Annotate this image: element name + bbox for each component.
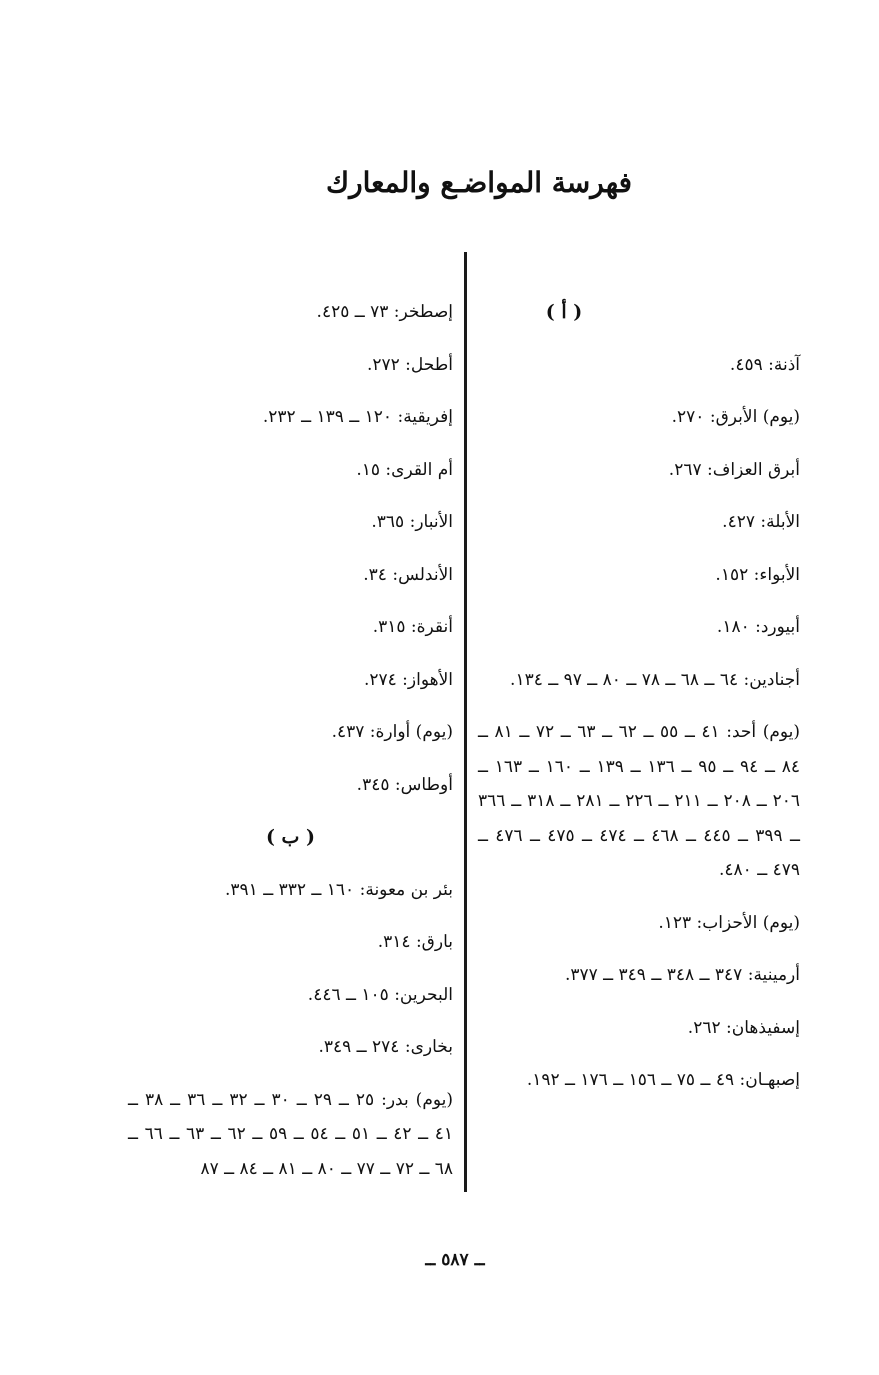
index-entry: بئر بن معونة: ١٦٠ ــ ٣٣٢ ــ ٣٩١. [225, 879, 453, 900]
index-entry: (يوم) الأحزاب: ١٢٣. [658, 912, 800, 933]
section-heading-ba: ( ب ) [265, 826, 316, 848]
index-entry: آذنة: ٤٥٩. [729, 354, 800, 375]
index-entry: الأبلة: ٤٢٧. [722, 512, 800, 532]
index-entry: إفريقية: ١٢٠ ــ ١٣٩ ــ ٢٣٢. [262, 407, 453, 427]
index-entry: إصطخر: ٧٣ ــ ٤٢٥. [316, 302, 453, 322]
index-entry: أطحل: ٢٧٢. [366, 354, 453, 375]
index-entry: أم القرى: ١٥. [356, 459, 453, 480]
index-entry: (يوم) أحد: ٤١ ــ ٥٥ ــ ٦٢ ــ ٦٣ ــ ٧٢ ــ ٨١ ــ ٨٤ ــ ٩٤ ــ ٩٥ ــ ١٣٦ ــ ١٣٩ ــ ١٦٠ ــ ١٦٣ ــ ٢٠٦ ــ ٢٠٨ ــ ٢١١ ــ ٢٢٦ ــ ٢٨١ ــ ٣١٨ ــ ٣٦٦ ــ ٣٩٩ ــ ٤٤٥ ــ ٤٦٨ ــ ٤٧٤ ــ ٤٧٥ ــ ٤٧٦ ــ ٤٧٩ ــ ٤٨٠. [478, 722, 800, 880]
index-entry: أجنادين: ٦٤ ــ ٦٨ ــ ٧٨ ــ ٨٠ ــ ٩٧ ــ ١٣٤. [510, 669, 800, 690]
index-entry: بارق: ٣١٤. [377, 932, 453, 952]
index-entry: بخارى: ٢٧٤ ــ ٣٤٩. [318, 1037, 453, 1057]
index-entry: الأنبار: ٣٦٥. [371, 512, 453, 532]
section-heading-alif: ( أ ) [545, 301, 583, 323]
index-entry: الأبواء: ١٥٢. [715, 564, 800, 585]
index-entry: أبيورد: ١٨٠. [716, 617, 800, 637]
index-entry: أبرق العزاف: ٢٦٧. [668, 459, 800, 480]
index-column-left [128, 295, 453, 1204]
index-entry: (يوم) الأبرق: ٢٧٠. [671, 407, 800, 427]
index-entry: أوطاس: ٣٤٥. [356, 774, 453, 795]
index-column-right [478, 295, 800, 1116]
page-number: ــ ٥٨٧ ــ [425, 1250, 485, 1270]
column-divider [464, 252, 467, 1192]
index-entry: (يوم) بدر: ٢٥ ــ ٢٩ ــ ٣٠ ــ ٣٢ ــ ٣٦ ــ ٣٨ ــ ٤١ ــ ٤٢ ــ ٥١ ــ ٥٤ ــ ٥٩ ــ ٦٢ ــ ٦٣ ــ ٦٦ ــ ٦٨ ــ ٧٢ ــ ٧٧ ــ ٨٠ ــ ٨١ ــ ٨٤ ــ ٨٧ [128, 1089, 454, 1179]
index-entry: إسفيذهان: ٢٦٢. [687, 1017, 800, 1038]
index-entry: البحرين: ١٠٥ ــ ٤٤٦. [307, 984, 453, 1005]
index-entry: أنقرة: ٣١٥. [372, 617, 453, 637]
index-entry: (يوم) أوارة: ٤٣٧. [331, 722, 453, 742]
index-entry: الأندلس: ٣٤. [363, 564, 453, 585]
index-entry: أرمينية: ٣٤٧ ــ ٣٤٨ ــ ٣٤٩ ــ ٣٧٧. [564, 965, 800, 985]
index-entry: الأهواز: ٢٧٤. [363, 669, 453, 690]
index-entry: إصبهـان: ٤٩ ــ ٧٥ ــ ١٥٦ ــ ١٧٦ ــ ١٩٢. [526, 1070, 800, 1090]
page-title: فهرسة المواضـع والمعارك [326, 166, 632, 199]
